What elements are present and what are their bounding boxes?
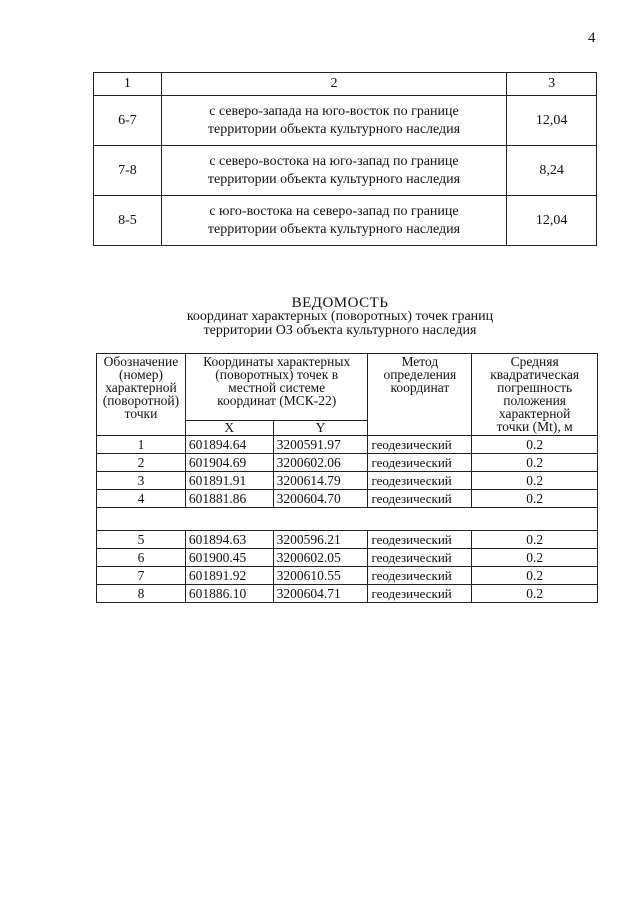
statement-subtitle-line: координат характерных (поворотных) точек границ [186,309,494,324]
point-cell: 1 [97,436,186,454]
x-cell: 601886.10 [185,585,273,603]
table-row [97,531,598,549]
length-cell: 12,04 [507,196,597,246]
x-cell: 601900.45 [185,549,273,567]
method-cell: геодезический [368,472,472,490]
table-row [97,549,598,567]
statement-heading: ВЕДОМОСТЬ [291,295,389,311]
y-header: Y [273,421,368,436]
error-cell: 0.2 [472,567,598,585]
error-cell: 0.2 [472,454,598,472]
length-cell: 8,24 [507,146,597,196]
y-cell: 3200596.21 [273,531,368,549]
table-row [97,472,598,490]
table-header-row [97,354,598,421]
x-header: X [185,421,273,436]
x-cell: 601904.69 [185,454,273,472]
point-cell: 4 [97,490,186,508]
method-cell: геодезический [368,549,472,567]
point-cell: 7 [97,567,186,585]
method-cell: геодезический [368,585,472,603]
y-cell: 3200602.05 [273,549,368,567]
group-separator-row [97,508,598,531]
length-cell: 12,04 [507,96,597,146]
method-cell: геодезический [368,490,472,508]
point-cell: 6 [97,549,186,567]
coordinates-table [96,353,598,603]
table-row [94,146,597,196]
x-cell: 601894.63 [185,531,273,549]
error-header: Средняя квадратическая погрешность положения характерной точки (Mt), м [472,354,598,436]
table-header-row [94,73,597,96]
point-cell: 5 [97,531,186,549]
y-cell: 3200610.55 [273,567,368,585]
segment-cell: 7-8 [94,146,162,196]
method-cell: геодезический [368,454,472,472]
x-cell: 601891.91 [185,472,273,490]
table-row [97,490,598,508]
column-number-1: 1 [94,73,162,96]
error-cell: 0.2 [472,472,598,490]
segment-cell: 8-5 [94,196,162,246]
x-cell: 601881.86 [185,490,273,508]
error-cell: 0.2 [472,585,598,603]
point-cell: 8 [97,585,186,603]
y-cell: 3200604.71 [273,585,368,603]
segment-cell: 6-7 [94,96,162,146]
point-cell: 3 [97,472,186,490]
column-number-3: 3 [507,73,597,96]
point-designation-header: Обозначение (номер) характерной (поворотной) точки [97,354,186,436]
direction-cell: с северо-востока на юго-запад по границе территории объекта культурного наследия [161,146,506,196]
error-cell: 0.2 [472,531,598,549]
table-row [94,196,597,246]
y-cell: 3200602.06 [273,454,368,472]
y-cell: 3200591.97 [273,436,368,454]
error-cell: 0.2 [472,549,598,567]
error-cell: 0.2 [472,490,598,508]
method-header: Метод определения координат [368,354,472,436]
boundary-segments-table [93,72,597,246]
y-cell: 3200614.79 [273,472,368,490]
table-row [97,585,598,603]
page-number: 4 [588,30,596,46]
point-cell: 2 [97,454,186,472]
statement-subtitle-line: территории ОЗ объекта культурного наследия [203,323,477,338]
table-row [97,436,598,454]
error-cell: 0.2 [472,436,598,454]
method-cell: геодезический [368,436,472,454]
column-number-2: 2 [161,73,506,96]
direction-cell: с юго-востока на северо-запад по границе территории объекта культурного наследия [161,196,506,246]
group-separator-cell [97,508,598,531]
table-row [97,454,598,472]
method-cell: геодезический [368,567,472,585]
table-row [97,567,598,585]
method-cell: геодезический [368,531,472,549]
x-cell: 601894.64 [185,436,273,454]
coordinates-header: Координаты характерных (поворотных) точек в местной системе координат (МСК-22) [185,354,368,421]
y-cell: 3200604.70 [273,490,368,508]
direction-cell: с северо-запада на юго-восток по границе территории объекта культурного наследия [161,96,506,146]
statement-title [160,296,520,338]
table-row [94,96,597,146]
x-cell: 601891.92 [185,567,273,585]
